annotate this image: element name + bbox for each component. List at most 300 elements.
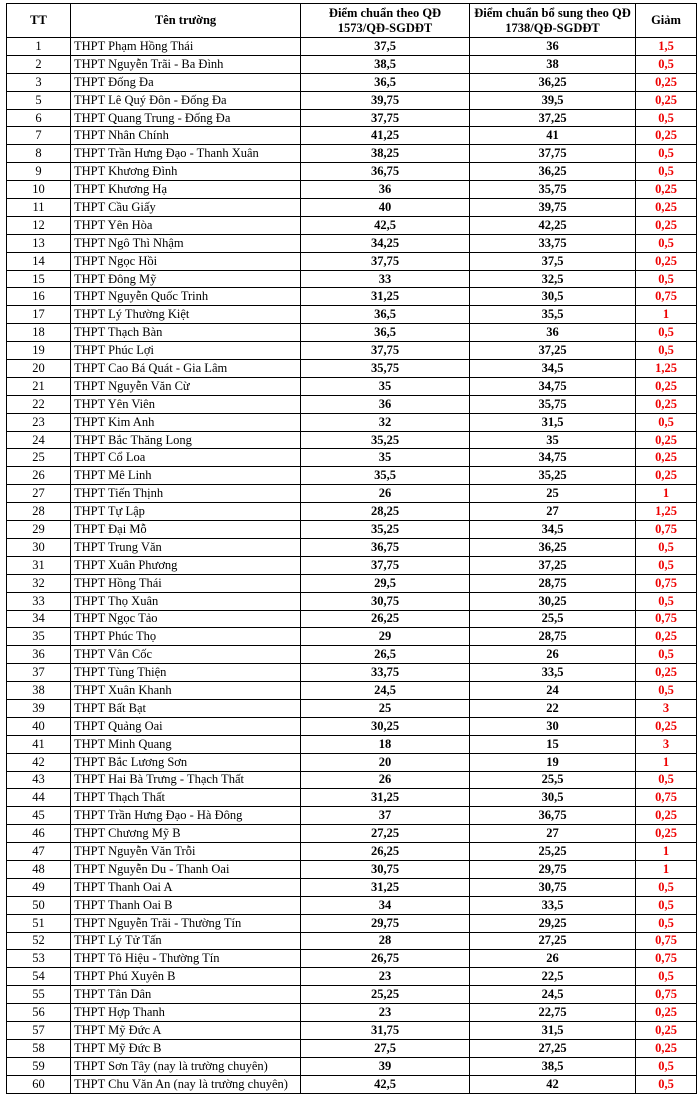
original-cutoff-cell: 25,25 <box>301 986 470 1004</box>
decrease-cell: 0,25 <box>636 628 697 646</box>
original-cutoff-cell: 30,25 <box>301 717 470 735</box>
school-name-cell: THPT Yên Viên <box>71 395 301 413</box>
original-cutoff-cell: 38,5 <box>301 55 470 73</box>
row-index-cell: 49 <box>7 878 71 896</box>
table-row <box>7 485 697 503</box>
school-name-cell: THPT Tự Lập <box>71 503 301 521</box>
original-cutoff-cell: 32 <box>301 413 470 431</box>
supplementary-cutoff-cell: 35 <box>470 431 636 449</box>
decrease-cell: 0,25 <box>636 467 697 485</box>
table-row <box>7 38 697 56</box>
row-index-cell: 11 <box>7 199 71 217</box>
school-name-cell: THPT Cổ Loa <box>71 449 301 467</box>
row-index-cell: 47 <box>7 843 71 861</box>
row-index-cell: 27 <box>7 485 71 503</box>
table-row <box>7 199 697 217</box>
decrease-cell: 1 <box>636 843 697 861</box>
header-original-cutoff-line1: Điểm chuẩn theo QĐ <box>328 5 442 20</box>
school-name-cell: THPT Khương Đình <box>71 163 301 181</box>
original-cutoff-cell: 36,5 <box>301 324 470 342</box>
row-index-cell: 44 <box>7 789 71 807</box>
table-row <box>7 771 697 789</box>
supplementary-cutoff-cell: 24,5 <box>470 986 636 1004</box>
table-row <box>7 860 697 878</box>
original-cutoff-cell: 33 <box>301 270 470 288</box>
table-row <box>7 878 697 896</box>
row-index-cell: 58 <box>7 1039 71 1057</box>
decrease-cell: 0,5 <box>636 914 697 932</box>
header-original-cutoff <box>301 4 470 38</box>
header-supplementary-cutoff <box>470 4 636 38</box>
supplementary-cutoff-cell: 22,75 <box>470 1004 636 1022</box>
row-index-cell: 17 <box>7 306 71 324</box>
original-cutoff-cell: 37,5 <box>301 38 470 56</box>
row-index-cell: 15 <box>7 270 71 288</box>
decrease-cell: 0,25 <box>636 717 697 735</box>
school-name-cell: THPT Tùng Thiện <box>71 664 301 682</box>
decrease-cell: 0,75 <box>636 610 697 628</box>
school-name-cell: THPT Thọ Xuân <box>71 592 301 610</box>
school-name-cell: THPT Xuân Phương <box>71 556 301 574</box>
row-index-cell: 43 <box>7 771 71 789</box>
school-name-cell: THPT Trung Văn <box>71 538 301 556</box>
decrease-cell: 1 <box>636 485 697 503</box>
decrease-cell: 0,25 <box>636 127 697 145</box>
school-name-cell: THPT Mê Linh <box>71 467 301 485</box>
original-cutoff-cell: 39,75 <box>301 91 470 109</box>
supplementary-cutoff-cell: 30,5 <box>470 789 636 807</box>
supplementary-cutoff-cell: 32,5 <box>470 270 636 288</box>
school-name-cell: THPT Tiến Thịnh <box>71 485 301 503</box>
table-row <box>7 753 697 771</box>
supplementary-cutoff-cell: 34,5 <box>470 360 636 378</box>
original-cutoff-cell: 27,5 <box>301 1039 470 1057</box>
row-index-cell: 10 <box>7 181 71 199</box>
original-cutoff-cell: 40 <box>301 199 470 217</box>
row-index-cell: 9 <box>7 163 71 181</box>
row-index-cell: 12 <box>7 216 71 234</box>
supplementary-cutoff-cell: 30,75 <box>470 878 636 896</box>
school-name-cell: THPT Yên Hòa <box>71 216 301 234</box>
decrease-cell: 0,5 <box>636 324 697 342</box>
row-index-cell: 45 <box>7 807 71 825</box>
original-cutoff-cell: 18 <box>301 735 470 753</box>
supplementary-cutoff-cell: 36,25 <box>470 538 636 556</box>
row-index-cell: 23 <box>7 413 71 431</box>
decrease-cell: 0,25 <box>636 73 697 91</box>
school-name-cell: THPT Đại Mỗ <box>71 521 301 539</box>
row-index-cell: 53 <box>7 950 71 968</box>
supplementary-cutoff-cell: 29,25 <box>470 914 636 932</box>
row-index-cell: 14 <box>7 252 71 270</box>
decrease-cell: 0,25 <box>636 377 697 395</box>
supplementary-cutoff-cell: 41 <box>470 127 636 145</box>
row-index-cell: 38 <box>7 682 71 700</box>
original-cutoff-cell: 31,25 <box>301 789 470 807</box>
table-row <box>7 538 697 556</box>
table-row <box>7 735 697 753</box>
table-row <box>7 109 697 127</box>
row-index-cell: 60 <box>7 1075 71 1093</box>
table-row <box>7 342 697 360</box>
table-row <box>7 216 697 234</box>
school-name-cell: THPT Minh Quang <box>71 735 301 753</box>
table-row <box>7 1021 697 1039</box>
original-cutoff-cell: 35 <box>301 449 470 467</box>
table-row <box>7 252 697 270</box>
decrease-cell: 0,5 <box>636 896 697 914</box>
table-row <box>7 360 697 378</box>
table-row <box>7 932 697 950</box>
decrease-cell: 0,75 <box>636 932 697 950</box>
row-index-cell: 2 <box>7 55 71 73</box>
decrease-cell: 0,5 <box>636 413 697 431</box>
table-row <box>7 843 697 861</box>
original-cutoff-cell: 31,25 <box>301 878 470 896</box>
school-name-cell: THPT Mỹ Đức A <box>71 1021 301 1039</box>
table-row <box>7 682 697 700</box>
supplementary-cutoff-cell: 19 <box>470 753 636 771</box>
supplementary-cutoff-cell: 36,25 <box>470 163 636 181</box>
school-name-cell: THPT Nguyễn Trãi - Thường Tín <box>71 914 301 932</box>
row-index-cell: 28 <box>7 503 71 521</box>
decrease-cell: 0,5 <box>636 592 697 610</box>
supplementary-cutoff-cell: 35,75 <box>470 181 636 199</box>
original-cutoff-cell: 30,75 <box>301 860 470 878</box>
school-name-cell: THPT Đông Mỹ <box>71 270 301 288</box>
original-cutoff-cell: 31,75 <box>301 1021 470 1039</box>
original-cutoff-cell: 38,25 <box>301 145 470 163</box>
supplementary-cutoff-cell: 36,75 <box>470 807 636 825</box>
table-row <box>7 717 697 735</box>
supplementary-cutoff-cell: 31,5 <box>470 413 636 431</box>
row-index-cell: 36 <box>7 646 71 664</box>
table-row <box>7 592 697 610</box>
original-cutoff-cell: 34 <box>301 896 470 914</box>
decrease-cell: 0,25 <box>636 664 697 682</box>
original-cutoff-cell: 26,25 <box>301 843 470 861</box>
supplementary-cutoff-cell: 25,5 <box>470 610 636 628</box>
decrease-cell: 1 <box>636 306 697 324</box>
header-supplementary-cutoff-line2: 1738/QĐ-SGDĐT <box>505 20 600 35</box>
table-row <box>7 628 697 646</box>
table-row <box>7 395 697 413</box>
row-index-cell: 57 <box>7 1021 71 1039</box>
supplementary-cutoff-cell: 28,75 <box>470 628 636 646</box>
supplementary-cutoff-cell: 27 <box>470 825 636 843</box>
decrease-cell: 0,5 <box>636 878 697 896</box>
table-row <box>7 73 697 91</box>
original-cutoff-cell: 23 <box>301 1004 470 1022</box>
supplementary-cutoff-cell: 37,5 <box>470 252 636 270</box>
decrease-cell: 0,5 <box>636 270 697 288</box>
row-index-cell: 46 <box>7 825 71 843</box>
school-name-cell: THPT Kim Anh <box>71 413 301 431</box>
table-row <box>7 1004 697 1022</box>
school-name-cell: THPT Sơn Tây (nay là trường chuyên) <box>71 1057 301 1075</box>
table-row <box>7 968 697 986</box>
decrease-cell: 0,75 <box>636 986 697 1004</box>
table-row <box>7 521 697 539</box>
school-name-cell: THPT Chương Mỹ B <box>71 825 301 843</box>
row-index-cell: 59 <box>7 1057 71 1075</box>
decrease-cell: 0,75 <box>636 521 697 539</box>
decrease-cell: 3 <box>636 699 697 717</box>
decrease-cell: 1,25 <box>636 360 697 378</box>
school-name-cell: THPT Quang Trung - Đống Đa <box>71 109 301 127</box>
school-name-cell: THPT Lê Quý Đôn - Đống Đa <box>71 91 301 109</box>
decrease-cell: 0,5 <box>636 646 697 664</box>
table-row <box>7 646 697 664</box>
original-cutoff-cell: 28,25 <box>301 503 470 521</box>
supplementary-cutoff-cell: 15 <box>470 735 636 753</box>
row-index-cell: 26 <box>7 467 71 485</box>
original-cutoff-cell: 29 <box>301 628 470 646</box>
original-cutoff-cell: 36 <box>301 181 470 199</box>
row-index-cell: 37 <box>7 664 71 682</box>
supplementary-cutoff-cell: 37,25 <box>470 556 636 574</box>
header-supplementary-cutoff-line1: Điểm chuẩn bổ sung theo QĐ <box>474 5 631 20</box>
school-name-cell: THPT Hai Bà Trưng - Thạch Thất <box>71 771 301 789</box>
row-index-cell: 54 <box>7 968 71 986</box>
row-index-cell: 56 <box>7 1004 71 1022</box>
school-name-cell: THPT Nguyễn Trãi - Ba Đình <box>71 55 301 73</box>
row-index-cell: 55 <box>7 986 71 1004</box>
school-name-cell: THPT Nguyễn Văn Cừ <box>71 377 301 395</box>
original-cutoff-cell: 36,5 <box>301 306 470 324</box>
table-row <box>7 896 697 914</box>
original-cutoff-cell: 37 <box>301 807 470 825</box>
supplementary-cutoff-cell: 42 <box>470 1075 636 1093</box>
school-name-cell: THPT Phạm Hồng Thái <box>71 38 301 56</box>
supplementary-cutoff-cell: 34,75 <box>470 449 636 467</box>
original-cutoff-cell: 26,5 <box>301 646 470 664</box>
original-cutoff-cell: 36,75 <box>301 538 470 556</box>
supplementary-cutoff-cell: 37,75 <box>470 145 636 163</box>
decrease-cell: 0,5 <box>636 234 697 252</box>
school-name-cell: THPT Phú Xuyên B <box>71 968 301 986</box>
table-row <box>7 377 697 395</box>
row-index-cell: 51 <box>7 914 71 932</box>
supplementary-cutoff-cell: 33,75 <box>470 234 636 252</box>
table-row <box>7 431 697 449</box>
row-index-cell: 34 <box>7 610 71 628</box>
table-row <box>7 610 697 628</box>
decrease-cell: 0,25 <box>636 1004 697 1022</box>
table-row <box>7 467 697 485</box>
school-name-cell: THPT Hợp Thanh <box>71 1004 301 1022</box>
row-index-cell: 19 <box>7 342 71 360</box>
school-name-cell: THPT Thanh Oai B <box>71 896 301 914</box>
decrease-cell: 0,75 <box>636 950 697 968</box>
original-cutoff-cell: 35,5 <box>301 467 470 485</box>
original-cutoff-cell: 31,25 <box>301 288 470 306</box>
cutoff-score-table <box>6 3 697 1094</box>
table-row <box>7 664 697 682</box>
supplementary-cutoff-cell: 35,75 <box>470 395 636 413</box>
supplementary-cutoff-cell: 28,75 <box>470 574 636 592</box>
school-name-cell: THPT Chu Văn An (nay là trường chuyên) <box>71 1075 301 1093</box>
supplementary-cutoff-cell: 39,5 <box>470 91 636 109</box>
row-index-cell: 24 <box>7 431 71 449</box>
decrease-cell: 0,25 <box>636 825 697 843</box>
supplementary-cutoff-cell: 34,5 <box>470 521 636 539</box>
original-cutoff-cell: 26,75 <box>301 950 470 968</box>
row-index-cell: 41 <box>7 735 71 753</box>
decrease-cell: 0,25 <box>636 1039 697 1057</box>
supplementary-cutoff-cell: 33,5 <box>470 896 636 914</box>
header-school-name: Tên trường <box>71 4 301 38</box>
original-cutoff-cell: 37,75 <box>301 252 470 270</box>
decrease-cell: 0,75 <box>636 288 697 306</box>
decrease-cell: 0,25 <box>636 395 697 413</box>
school-name-cell: THPT Phúc Thọ <box>71 628 301 646</box>
table-row <box>7 91 697 109</box>
original-cutoff-cell: 41,25 <box>301 127 470 145</box>
table-row <box>7 950 697 968</box>
original-cutoff-cell: 26 <box>301 771 470 789</box>
original-cutoff-cell: 27,25 <box>301 825 470 843</box>
supplementary-cutoff-cell: 31,5 <box>470 1021 636 1039</box>
school-name-cell: THPT Thạch Thất <box>71 789 301 807</box>
school-name-cell: THPT Ngô Thì Nhậm <box>71 234 301 252</box>
original-cutoff-cell: 36,75 <box>301 163 470 181</box>
original-cutoff-cell: 35,75 <box>301 360 470 378</box>
supplementary-cutoff-cell: 25 <box>470 485 636 503</box>
original-cutoff-cell: 30,75 <box>301 592 470 610</box>
original-cutoff-cell: 35,25 <box>301 521 470 539</box>
decrease-cell: 1 <box>636 860 697 878</box>
supplementary-cutoff-cell: 27 <box>470 503 636 521</box>
school-name-cell: THPT Nguyễn Du - Thanh Oai <box>71 860 301 878</box>
school-name-cell: THPT Nhân Chính <box>71 127 301 145</box>
supplementary-cutoff-cell: 36,25 <box>470 73 636 91</box>
header-tt: TT <box>7 4 71 38</box>
row-index-cell: 35 <box>7 628 71 646</box>
decrease-cell: 0,5 <box>636 145 697 163</box>
table-row <box>7 1057 697 1075</box>
table-body <box>7 38 697 1094</box>
school-name-cell: THPT Mỹ Đức B <box>71 1039 301 1057</box>
supplementary-cutoff-cell: 33,5 <box>470 664 636 682</box>
original-cutoff-cell: 26,25 <box>301 610 470 628</box>
school-name-cell: THPT Tô Hiệu - Thường Tín <box>71 950 301 968</box>
row-index-cell: 31 <box>7 556 71 574</box>
table-row <box>7 234 697 252</box>
table-row <box>7 699 697 717</box>
original-cutoff-cell: 36,5 <box>301 73 470 91</box>
supplementary-cutoff-cell: 35,5 <box>470 306 636 324</box>
original-cutoff-cell: 42,5 <box>301 1075 470 1093</box>
table-row <box>7 55 697 73</box>
table-row <box>7 503 697 521</box>
school-name-cell: THPT Quảng Oai <box>71 717 301 735</box>
row-index-cell: 6 <box>7 109 71 127</box>
school-name-cell: THPT Bắc Thăng Long <box>71 431 301 449</box>
table-row <box>7 1075 697 1093</box>
row-index-cell: 33 <box>7 592 71 610</box>
decrease-cell: 0,25 <box>636 181 697 199</box>
table-row <box>7 449 697 467</box>
supplementary-cutoff-cell: 34,75 <box>470 377 636 395</box>
original-cutoff-cell: 37,75 <box>301 342 470 360</box>
decrease-cell: 0,5 <box>636 968 697 986</box>
header-row <box>7 4 697 38</box>
decrease-cell: 0,25 <box>636 807 697 825</box>
row-index-cell: 8 <box>7 145 71 163</box>
original-cutoff-cell: 42,5 <box>301 216 470 234</box>
decrease-cell: 0,25 <box>636 431 697 449</box>
school-name-cell: THPT Bắc Lương Sơn <box>71 753 301 771</box>
row-index-cell: 30 <box>7 538 71 556</box>
table-row <box>7 324 697 342</box>
row-index-cell: 5 <box>7 91 71 109</box>
header-original-cutoff-line2: 1573/QĐ-SGDĐT <box>337 20 433 35</box>
row-index-cell: 20 <box>7 360 71 378</box>
school-name-cell: THPT Đống Đa <box>71 73 301 91</box>
supplementary-cutoff-cell: 25,25 <box>470 843 636 861</box>
school-name-cell: THPT Cầu Giấy <box>71 199 301 217</box>
school-name-cell: THPT Trần Hưng Đạo - Hà Đông <box>71 807 301 825</box>
school-name-cell: THPT Lý Thường Kiệt <box>71 306 301 324</box>
original-cutoff-cell: 35 <box>301 377 470 395</box>
table-row <box>7 306 697 324</box>
table-row <box>7 914 697 932</box>
supplementary-cutoff-cell: 37,25 <box>470 342 636 360</box>
decrease-cell: 0,25 <box>636 252 697 270</box>
school-name-cell: THPT Vân Cốc <box>71 646 301 664</box>
supplementary-cutoff-cell: 30,25 <box>470 592 636 610</box>
original-cutoff-cell: 35,25 <box>301 431 470 449</box>
row-index-cell: 52 <box>7 932 71 950</box>
row-index-cell: 3 <box>7 73 71 91</box>
original-cutoff-cell: 26 <box>301 485 470 503</box>
table-row <box>7 556 697 574</box>
decrease-cell: 0,75 <box>636 789 697 807</box>
row-index-cell: 22 <box>7 395 71 413</box>
school-name-cell: THPT Nguyễn Văn Trỗi <box>71 843 301 861</box>
row-index-cell: 32 <box>7 574 71 592</box>
decrease-cell: 0,5 <box>636 342 697 360</box>
supplementary-cutoff-cell: 22 <box>470 699 636 717</box>
table-row <box>7 127 697 145</box>
school-name-cell: THPT Tân Dân <box>71 986 301 1004</box>
row-index-cell: 18 <box>7 324 71 342</box>
supplementary-cutoff-cell: 27,25 <box>470 932 636 950</box>
table-row <box>7 288 697 306</box>
row-index-cell: 39 <box>7 699 71 717</box>
school-name-cell: THPT Bất Bạt <box>71 699 301 717</box>
supplementary-cutoff-cell: 36 <box>470 324 636 342</box>
table-row <box>7 789 697 807</box>
supplementary-cutoff-cell: 30 <box>470 717 636 735</box>
decrease-cell: 0,5 <box>636 163 697 181</box>
decrease-cell: 0,25 <box>636 199 697 217</box>
school-name-cell: THPT Ngọc Tảo <box>71 610 301 628</box>
table-row <box>7 145 697 163</box>
original-cutoff-cell: 20 <box>301 753 470 771</box>
decrease-cell: 0,5 <box>636 55 697 73</box>
school-name-cell: THPT Nguyễn Quốc Trinh <box>71 288 301 306</box>
table-row <box>7 1039 697 1057</box>
row-index-cell: 50 <box>7 896 71 914</box>
row-index-cell: 16 <box>7 288 71 306</box>
decrease-cell: 0,5 <box>636 771 697 789</box>
table-row <box>7 270 697 288</box>
decrease-cell: 0,5 <box>636 109 697 127</box>
school-name-cell: THPT Khương Hạ <box>71 181 301 199</box>
original-cutoff-cell: 23 <box>301 968 470 986</box>
